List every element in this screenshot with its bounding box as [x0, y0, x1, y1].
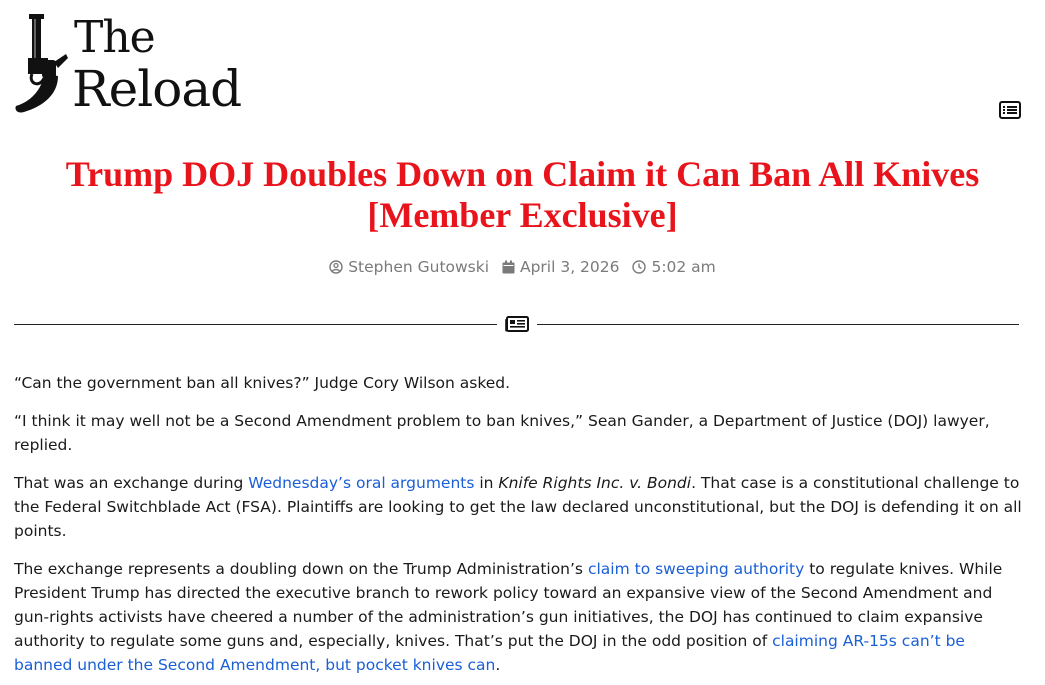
logo-text-reload: Reload [72, 60, 242, 118]
paragraph-3-text-start: That was an exchange during [14, 474, 249, 492]
paragraph-4-text-end: . [495, 656, 501, 674]
date-meta [502, 258, 620, 276]
article-meta [0, 258, 1045, 278]
article-body [14, 371, 1024, 685]
logo-text-the: The [74, 12, 155, 63]
publish-date: April 3, 2026 [519, 258, 620, 276]
newspaper-icon [505, 315, 529, 333]
paragraph-3-text-end: . That case is a constitutional challenge to the Federal Switchblade Act (FSA). Plaintiffs are looking to get the law declared unconstitutional, but the DOJ is defending it on all points. [14, 474, 1022, 540]
menu-list-icon [999, 99, 1021, 121]
case-name: Knife Rights Inc. v. Bondi [498, 474, 692, 492]
sweeping-authority-link[interactable]: claim to sweeping authority [587, 560, 805, 578]
ar15-pocket-knives-link[interactable]: claiming AR-15s can’t be banned under the Second Amendment, but pocket knives can [14, 632, 965, 674]
menu-button[interactable] [999, 99, 1021, 121]
calendar-icon [502, 260, 515, 274]
paragraph-1: “Can the government ban all knives?” Judge Cory Wilson asked. [14, 374, 511, 392]
author-meta[interactable] [329, 258, 489, 276]
publish-time: 5:02 am [651, 258, 716, 276]
article-title: Trump DOJ Doubles Down on Claim it Can Ban All Knives [Member Exclusive] [65, 154, 980, 235]
paragraph-3 [14, 471, 1024, 543]
divider-line-right [537, 324, 1019, 325]
paragraph-4-text-start: The exchange represents a doubling down on the Trump Administration’s [14, 560, 588, 578]
paragraph-4 [14, 557, 1024, 677]
divider-line-left [14, 324, 497, 325]
paragraph-4-text-mid: to regulate knives. While President Trump has directed the executive branch to rework policy toward an expansive view of the Second Amendment and gun-rights activists have cheered a number of the administration’s gun initiatives, the DOJ has continued to claim expansive authority to regulate some guns and, especially, knives. That’s put the DOJ in the odd position of [14, 560, 1003, 650]
oral-arguments-link[interactable]: Wednesday’s oral arguments [248, 474, 475, 492]
author-link[interactable]: Stephen Gutowski [348, 258, 490, 276]
user-circle-icon [329, 260, 343, 274]
paragraph-2: “I think it may well not be a Second Amendment problem to ban knives,” Sean Gander, a Department of Justice (DOJ) lawyer, replied. [14, 412, 990, 454]
clock-icon [632, 260, 646, 274]
time-meta [632, 258, 715, 276]
paragraph-3-text-in: in [474, 474, 499, 492]
site-logo[interactable] [14, 14, 274, 116]
revolver-icon [14, 14, 76, 116]
